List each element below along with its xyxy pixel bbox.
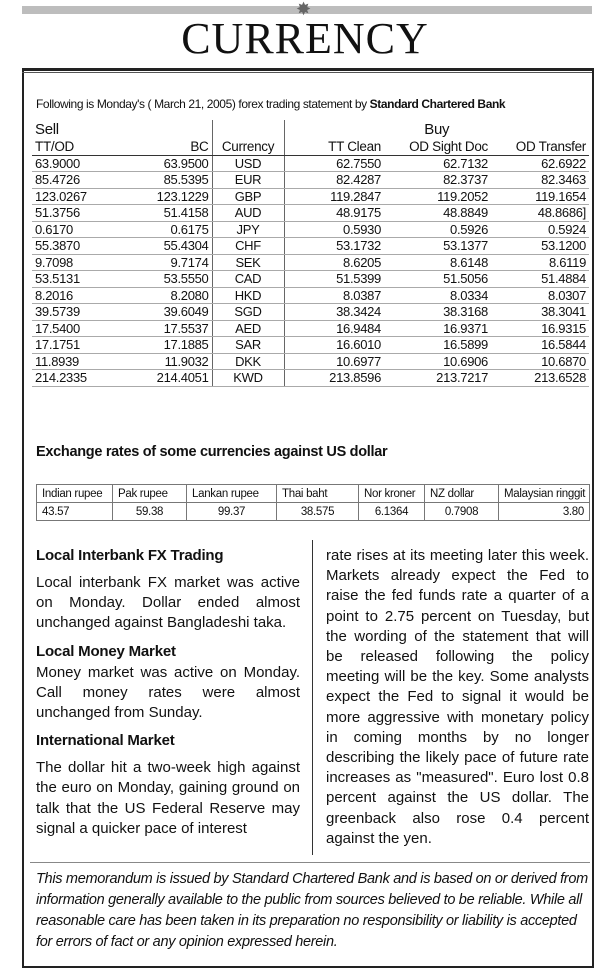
forex-cell-od-sight-doc: 38.3168: [384, 304, 491, 321]
forex-cell-tt-clean: 0.5930: [284, 221, 384, 238]
forex-cell-tt-clean: 16.6010: [284, 337, 384, 354]
exchange-header-row: [37, 485, 590, 503]
forex-cell-bc: 17.1885: [114, 337, 212, 354]
forex-cell-tt-od: 51.3756: [32, 205, 114, 222]
frame-double-rule: [22, 72, 592, 73]
group-spacer: [212, 120, 284, 139]
exchange-header: Indian rupee: [37, 485, 113, 503]
forex-cell-bc: 214.4051: [114, 370, 212, 387]
forex-cell-od-sight-doc: 16.9371: [384, 320, 491, 337]
forex-cell-od-transfer: 51.4884: [491, 271, 589, 288]
forex-cell-od-sight-doc: 119.2052: [384, 188, 491, 205]
intro-text: Following is Monday's ( March 21, 2005) forex trading statement by: [36, 97, 370, 111]
forex-cell-tt-od: 39.5739: [32, 304, 114, 321]
forex-cell-od-transfer: 62.6922: [491, 155, 589, 172]
forex-cell-od-transfer: 53.1200: [491, 238, 589, 255]
col-header-bc: BC: [114, 139, 212, 155]
forex-cell-currency: GBP: [212, 188, 284, 205]
forex-cell-currency: JPY: [212, 221, 284, 238]
forex-cell-tt-clean: 48.9175: [284, 205, 384, 222]
local-fx-text: Local interbank FX market was active on Monday. Dollar ended almost unchanged against Bangladeshi taka.: [36, 574, 300, 632]
forex-cell-od-transfer: 8.0307: [491, 287, 589, 304]
forex-row: [32, 304, 589, 321]
exchange-table: [36, 484, 590, 521]
forex-row: [32, 188, 589, 205]
forex-cell-currency: CAD: [212, 271, 284, 288]
exchange-title: Exchange rates of some currencies against US dollar: [36, 444, 388, 460]
forex-cell-od-sight-doc: 213.7217: [384, 370, 491, 387]
forex-row: [32, 238, 589, 255]
exchange-header: Pak rupee: [113, 485, 187, 503]
forex-cell-currency: SAR: [212, 337, 284, 354]
forex-cell-bc: 55.4304: [114, 238, 212, 255]
forex-cell-bc: 85.5395: [114, 172, 212, 189]
exchange-value: 38.575: [277, 503, 359, 521]
forex-row: [32, 320, 589, 337]
forex-cell-tt-clean: 8.0387: [284, 287, 384, 304]
forex-cell-currency: KWD: [212, 370, 284, 387]
forex-cell-tt-od: 53.5131: [32, 271, 114, 288]
forex-cell-currency: SGD: [212, 304, 284, 321]
forex-cell-od-transfer: 16.9315: [491, 320, 589, 337]
forex-cell-od-transfer: 10.6870: [491, 353, 589, 370]
forex-cell-currency: EUR: [212, 172, 284, 189]
exchange-header: Thai baht: [277, 485, 359, 503]
forex-cell-od-sight-doc: 16.5899: [384, 337, 491, 354]
forex-row: [32, 221, 589, 238]
forex-column-header: [32, 139, 589, 155]
forex-cell-tt-clean: 53.1732: [284, 238, 384, 255]
intro-line: [36, 97, 505, 111]
article-left-column: [36, 545, 300, 839]
forex-cell-tt-od: 17.1751: [32, 337, 114, 354]
col-header-tt-od: TT/OD: [32, 139, 114, 155]
forex-cell-currency: HKD: [212, 287, 284, 304]
forex-cell-tt-od: 85.4726: [32, 172, 114, 189]
col-header-od-sight-doc: OD Sight Doc: [384, 139, 491, 155]
forex-cell-od-sight-doc: 62.7132: [384, 155, 491, 172]
forex-table: [32, 120, 589, 387]
forex-cell-od-transfer: 213.6528: [491, 370, 589, 387]
forex-cell-bc: 123.1229: [114, 188, 212, 205]
forex-cell-od-transfer: 82.3463: [491, 172, 589, 189]
forex-cell-od-sight-doc: 8.6148: [384, 254, 491, 271]
forex-cell-tt-clean: 10.6977: [284, 353, 384, 370]
forex-cell-od-sight-doc: 48.8849: [384, 205, 491, 222]
forex-cell-tt-od: 123.0267: [32, 188, 114, 205]
exchange-header: NZ dollar: [425, 485, 499, 503]
forex-row: [32, 254, 589, 271]
money-market-heading: Local Money Market: [36, 642, 176, 660]
forex-cell-bc: 39.6049: [114, 304, 212, 321]
international-text-continued: rate rises at its meeting later this week. Markets already expect the Fed to raise the fed funds rate a quarter of a point to 2.75 percent on Tuesday, but the wording of the statement that will be released following the policy meeting will be the key. Some analysts expect the Fed to signal it would be more aggressive with monetary policy in coming months by no longer describing the likely pace of future rate increases as "measured". Euro lost 0.8 percent against the US dollar. The greenback also rose 0.4 percent against the yen.: [326, 547, 589, 847]
forex-cell-od-transfer: 16.5844: [491, 337, 589, 354]
forex-cell-bc: 17.5537: [114, 320, 212, 337]
forex-cell-od-sight-doc: 53.1377: [384, 238, 491, 255]
star-icon: ✸: [296, 0, 312, 19]
forex-cell-od-sight-doc: 8.0334: [384, 287, 491, 304]
forex-cell-od-transfer: 0.5924: [491, 221, 589, 238]
forex-cell-tt-od: 63.9000: [32, 155, 114, 172]
forex-cell-tt-od: 11.8939: [32, 353, 114, 370]
exchange-value: 0.7908: [425, 503, 499, 521]
exchange-value-row: [37, 503, 590, 521]
page-title: CURRENCY: [181, 14, 429, 63]
forex-cell-od-transfer: 119.1654: [491, 188, 589, 205]
local-fx-heading: Local Interbank FX Trading: [36, 547, 224, 564]
forex-cell-tt-clean: 38.3424: [284, 304, 384, 321]
forex-cell-tt-clean: 213.8596: [284, 370, 384, 387]
col-header-currency: Currency: [212, 139, 284, 155]
forex-cell-bc: 63.9500: [114, 155, 212, 172]
exchange-value: 59.38: [113, 503, 187, 521]
forex-row: [32, 370, 589, 387]
forex-cell-od-transfer: 48.8686]: [491, 205, 589, 222]
forex-cell-currency: USD: [212, 155, 284, 172]
buy-group-label: Buy: [284, 120, 589, 139]
forex-cell-od-sight-doc: 82.3737: [384, 172, 491, 189]
intro-bank: Standard Chartered Bank: [369, 97, 506, 111]
forex-cell-tt-clean: 82.4287: [284, 172, 384, 189]
article-right-column: [326, 546, 589, 849]
forex-cell-currency: CHF: [212, 238, 284, 255]
sell-group-label: Sell: [35, 121, 59, 138]
col-header-od-transfer: OD Transfer: [491, 139, 589, 155]
forex-cell-tt-clean: 16.9484: [284, 320, 384, 337]
forex-cell-bc: 9.7174: [114, 254, 212, 271]
forex-cell-bc: 0.6175: [114, 221, 212, 238]
forex-cell-currency: AUD: [212, 205, 284, 222]
forex-cell-tt-od: 9.7098: [32, 254, 114, 271]
exchange-value: 3.80: [499, 503, 590, 521]
forex-cell-od-sight-doc: 0.5926: [384, 221, 491, 238]
forex-cell-tt-od: 8.2016: [32, 287, 114, 304]
forex-cell-bc: 8.2080: [114, 287, 212, 304]
money-market-text: Money market was active on Monday. Call money rates were almost unchanged from Sunday.: [36, 663, 300, 722]
disclaimer-rule: [30, 862, 590, 863]
forex-cell-tt-od: 0.6170: [32, 221, 114, 238]
forex-cell-tt-od: 55.3870: [32, 238, 114, 255]
forex-cell-currency: AED: [212, 320, 284, 337]
forex-row: [32, 337, 589, 354]
forex-cell-tt-clean: 51.5399: [284, 271, 384, 288]
forex-row: [32, 205, 589, 222]
exchange-value: 99.37: [187, 503, 277, 521]
forex-row: [32, 271, 589, 288]
col-header-tt-clean: TT Clean: [284, 139, 384, 155]
exchange-header: Nor kroner: [359, 485, 425, 503]
exchange-header: Malaysian ringgit: [499, 485, 590, 503]
column-divider: [312, 540, 313, 855]
forex-cell-od-sight-doc: 10.6906: [384, 353, 491, 370]
forex-row: [32, 287, 589, 304]
forex-cell-bc: 53.5550: [114, 271, 212, 288]
forex-cell-tt-clean: 8.6205: [284, 254, 384, 271]
exchange-header: Lankan rupee: [187, 485, 277, 503]
forex-cell-od-transfer: 8.6119: [491, 254, 589, 271]
forex-cell-od-transfer: 38.3041: [491, 304, 589, 321]
international-heading: International Market: [36, 732, 175, 750]
forex-cell-tt-clean: 119.2847: [284, 188, 384, 205]
forex-cell-currency: SEK: [212, 254, 284, 271]
forex-group-header: [32, 120, 589, 139]
forex-cell-od-sight-doc: 51.5056: [384, 271, 491, 288]
forex-cell-tt-clean: 62.7550: [284, 155, 384, 172]
forex-cell-bc: 51.4158: [114, 205, 212, 222]
forex-cell-tt-od: 214.2335: [32, 370, 114, 387]
forex-row: [32, 155, 589, 172]
forex-row: [32, 353, 589, 370]
forex-row: [32, 172, 589, 189]
forex-cell-tt-od: 17.5400: [32, 320, 114, 337]
forex-cell-currency: DKK: [212, 353, 284, 370]
exchange-value: 6.1364: [359, 503, 425, 521]
exchange-value: 43.57: [37, 503, 113, 521]
forex-cell-bc: 11.9032: [114, 353, 212, 370]
disclaimer: This memorandum is issued by Standard Chartered Bank and is based on or derived from information generally available to the public from sources believed to be reliable. While all reasonable care has been taken in its preparation no responsibility or liability is accepted for errors of fact or any opinion expressed herein.: [36, 871, 588, 950]
international-text: The dollar hit a two-week high against the euro on Monday, gaining ground on talk that the US Federal Reserve may signal a quicker pace of interest: [36, 759, 300, 837]
